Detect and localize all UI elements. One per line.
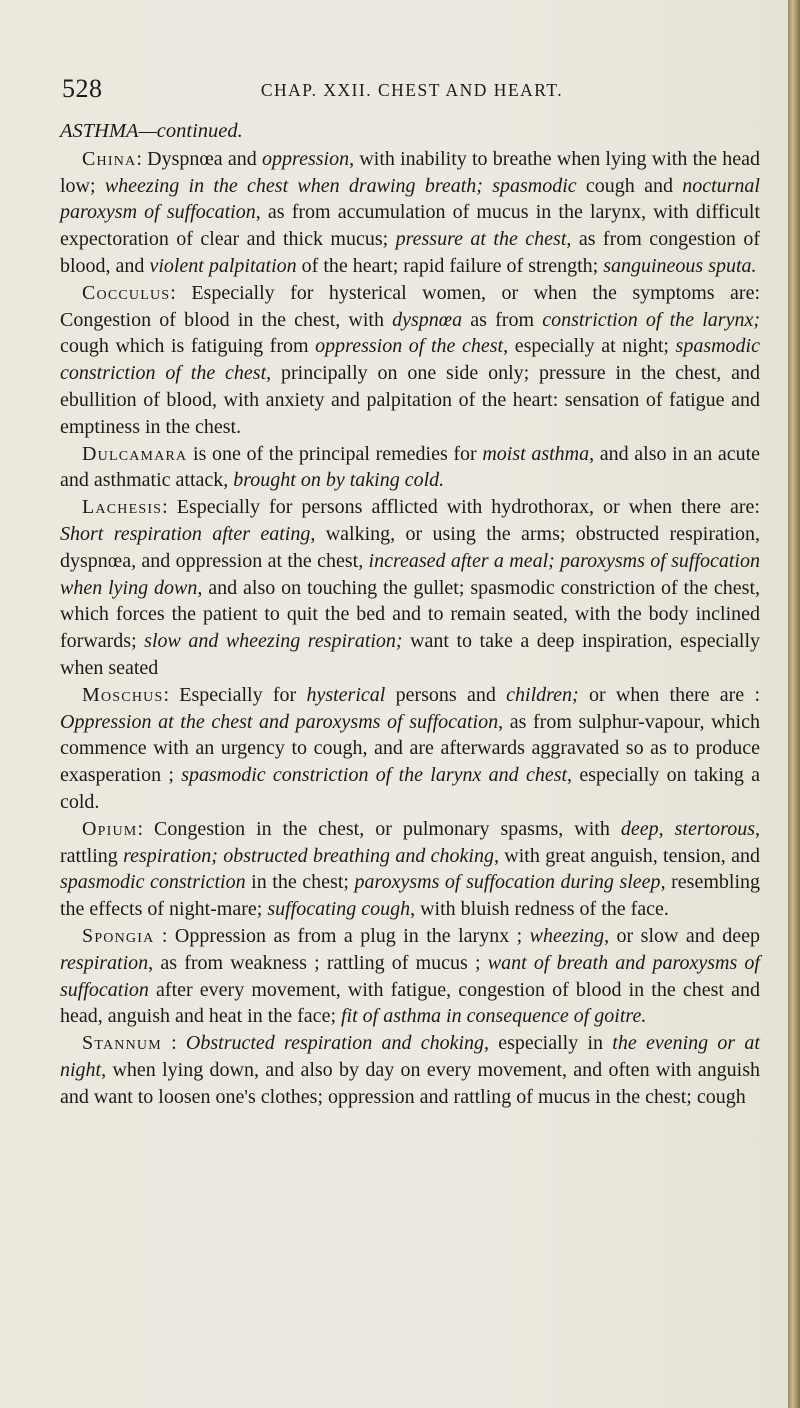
text-run: , walking, or using the arms; obstructed respiration, dyspnœa, and oppression at the chest, — [60, 522, 760, 572]
remedy-name: Spongia — [82, 924, 155, 947]
remedy-text — [60, 925, 760, 1027]
remedy-entry-moschus — [60, 682, 760, 816]
italic-run: spasmodic constriction of the larynx and chest — [181, 764, 568, 787]
italic-run: spasmodic constriction of the chest — [60, 335, 760, 385]
italic-run: respiration; obstructed breathing and choking — [123, 844, 494, 867]
text-run: , as from sulphur-vapour, which commence with an urgency to cough, and are afterwards aggravated so as to produce exasperation ; — [60, 710, 760, 787]
text-run: in the chest; — [245, 871, 355, 894]
remedy-name: Dulcamara — [82, 442, 188, 465]
remedy-entry-stannum — [60, 1030, 760, 1110]
text-run: , especially in — [484, 1032, 613, 1055]
text-run: or when there are : — [578, 683, 761, 706]
remedy-name: Lachesis — [82, 496, 163, 519]
remedy-text — [60, 1032, 760, 1108]
text-run: , especially on taking a cold. — [60, 764, 760, 813]
remedy-entry-china — [60, 146, 760, 280]
remedy-text — [60, 148, 760, 277]
page-body — [60, 118, 760, 1110]
text-run: of the heart; rapid failure of strength; — [296, 254, 604, 277]
remedy-text — [60, 496, 760, 679]
text-run: as from — [462, 308, 543, 331]
text-run: : Especially for persons afflicted with hydrothorax, or when there are: — [162, 496, 760, 519]
text-run: : — [161, 1032, 186, 1055]
remedy-text — [60, 818, 760, 920]
text-run: persons and — [385, 683, 507, 706]
italic-run: wheezing — [529, 924, 605, 947]
text-run: want to take a deep inspiration, especially when seated — [60, 630, 760, 679]
text-run: : Oppression as from a plug in the larynx ; — [154, 924, 530, 947]
italic-run: sanguineous sputa. — [603, 254, 757, 277]
text-run: after every movement, with fatigue, congestion of blood in the chest and head, anguish and heat in the face; — [60, 978, 760, 1028]
italic-run: hysterical — [306, 683, 386, 706]
text-run: : Especially for hysterical women, or when the symptoms are: Congestion of blood in the chest, with — [60, 281, 760, 331]
italic-run: increased after a meal; paroxysms of suffocation when lying down — [60, 549, 760, 599]
remedy-text — [60, 684, 760, 813]
italic-run: Short respiration after eating — [60, 522, 311, 545]
italic-run: nocturnal paroxysm of suffocation — [60, 174, 760, 224]
remedy-entry-dulcamara — [60, 441, 760, 495]
text-run: : Congestion in the chest, or pulmonary spasms, with — [137, 817, 621, 840]
italic-run: oppression — [262, 147, 350, 170]
italic-run: children; — [506, 683, 579, 706]
page-header — [62, 74, 762, 110]
italic-run: suffocating cough — [267, 898, 411, 921]
italic-run: violent palpitation — [149, 254, 297, 277]
text-run: , with great anguish, tension, and — [493, 844, 760, 867]
remedy-entry-lachesis — [60, 494, 760, 682]
text-run: cough which is fatiguing from — [60, 335, 316, 358]
text-run: , rattling — [60, 817, 760, 867]
text-run: , or slow and deep — [604, 924, 760, 947]
section-title: ASTHMA—continued. — [60, 120, 243, 142]
text-run: is one of the principal remedies for — [187, 442, 483, 465]
text-run: , principally on one side only; pressure in the chest, and ebullition of blood, with anxiety and palpitation of the heart: sensation of fatigue and emptiness in the chest. — [60, 362, 760, 438]
italic-run: spasmodic constriction — [60, 871, 246, 894]
italic-run: oppression of the chest — [315, 335, 504, 358]
italic-run: dyspnœa — [392, 308, 463, 331]
italic-run: respiration — [60, 951, 149, 974]
text-run: , with bluish redness of the face. — [410, 898, 669, 921]
remedy-name: Moschus — [82, 683, 164, 706]
italic-run: fit of asthma in consequence of goitre. — [341, 1005, 647, 1028]
text-run: , as from congestion of blood, and — [60, 228, 760, 277]
text-run: : Especially for — [163, 683, 307, 706]
remedy-entry-spongia — [60, 923, 760, 1030]
text-run: , as from weakness ; rattling of mucus ; — [148, 951, 488, 974]
page-edge — [788, 0, 800, 1408]
italic-run: constriction of the larynx; — [542, 308, 760, 331]
italic-run: pressure at the chest — [395, 228, 567, 251]
text-run: , when lying down, and also by day on every movement, and often with anguish and want to loosen one's clothes; oppression and rattling of mucus in the chest; cough — [60, 1058, 760, 1108]
running-head: CHAP. XXII. CHEST AND HEART. — [260, 80, 564, 100]
text-run: , and also on touching the gullet; spasmodic constriction of the chest, which forces the patient to quit the bed and to remain seated, with the body inclined forwards; — [60, 576, 760, 653]
italic-run: want of breath and paroxysms of suffocation — [60, 951, 760, 1001]
text-run: , especially at night; — [503, 335, 676, 358]
italic-run: paroxysms of suffocation during sleep — [354, 871, 661, 894]
italic-run: deep, stertorous — [620, 817, 755, 840]
remedy-name: China — [82, 147, 137, 170]
remedy-name: Stannum — [82, 1032, 162, 1055]
italic-run: Oppression at the chest and paroxysms of suffocation — [60, 710, 499, 733]
text-run: , and also in an acute and asthmatic attack, — [60, 442, 761, 492]
italic-run: moist asthma — [482, 442, 590, 465]
remedy-entry-opium — [60, 816, 760, 923]
italic-run: the evening or at night — [60, 1032, 760, 1081]
page-number: 528 — [62, 74, 103, 103]
remedy-name: Cocculus — [82, 281, 171, 304]
italic-run: wheezing in the chest when drawing breath; spasmodic — [104, 174, 577, 197]
text-run: , with inability to breathe when lying with the head low; — [60, 147, 760, 197]
text-run: , resembling the effects of night-mare; — [60, 871, 761, 921]
remedy-entry-cocculus — [60, 280, 760, 441]
remedy-name: Opium — [82, 817, 138, 840]
italic-run: Obstructed respiration and choking — [185, 1032, 484, 1055]
italic-run: brought on by taking cold. — [233, 469, 445, 492]
remedy-text — [60, 282, 760, 438]
italic-run: slow and wheezing respiration; — [144, 630, 403, 653]
text-run: , as from accumulation of mucus in the larynx, with difficult expectoration of clear and thick mucus; — [60, 201, 760, 251]
text-run: : Dyspnœa and — [136, 147, 263, 170]
text-run: cough and — [576, 174, 683, 197]
